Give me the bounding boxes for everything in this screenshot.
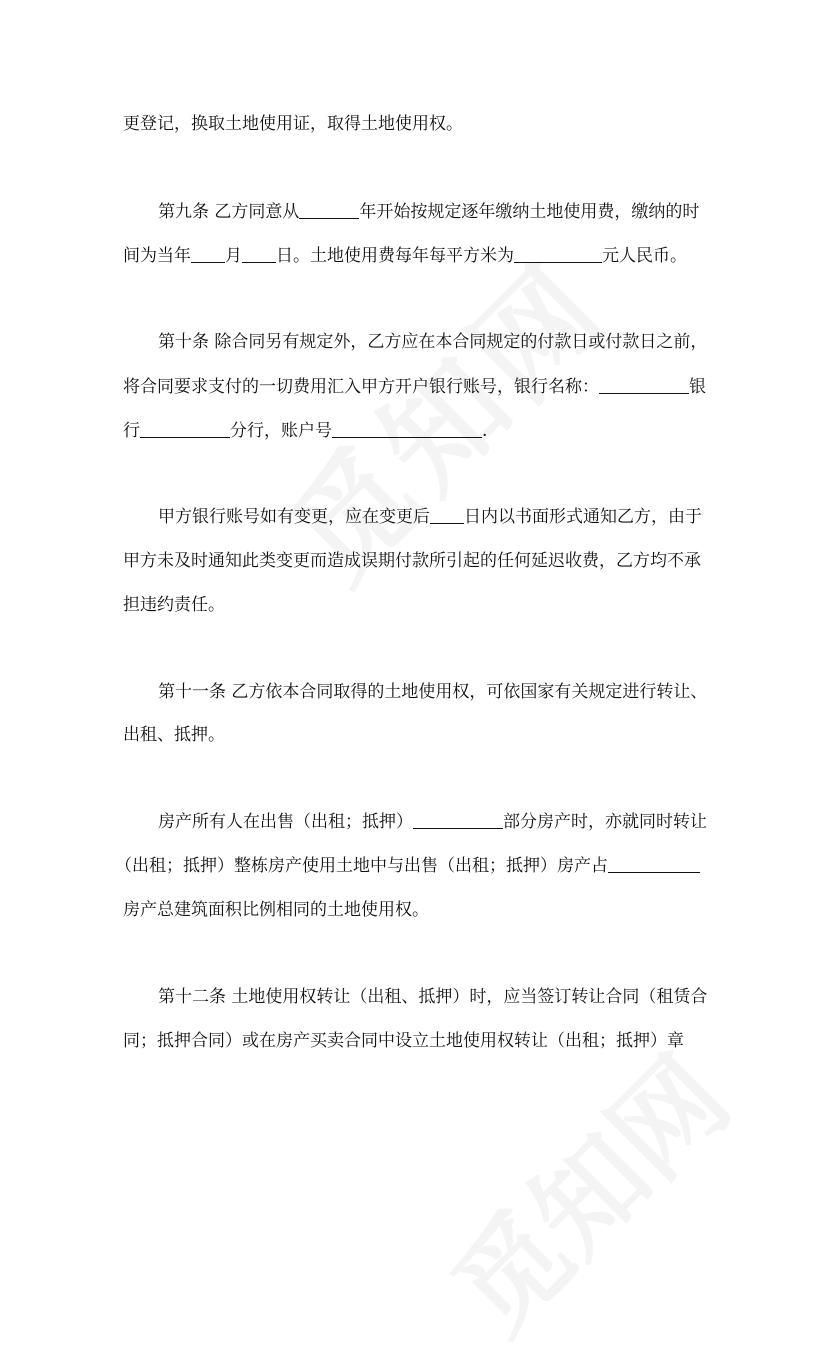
paragraph-line bbox=[123, 419, 487, 443]
text: 房产所有人在出售（出租；抵押） bbox=[158, 812, 413, 832]
paragraph-line bbox=[123, 723, 225, 747]
text: 月 bbox=[225, 246, 242, 266]
text: . bbox=[482, 421, 488, 441]
watermark-text-bottom bbox=[429, 1033, 753, 1357]
text: 分行，账户号 bbox=[230, 421, 332, 441]
paragraph-line bbox=[158, 200, 699, 224]
blank-days bbox=[430, 505, 464, 524]
text: 同；抵押合同）或在房产买卖合同中设立土地使用权转让（出租；抵押）章 bbox=[123, 1031, 684, 1051]
text: 将合同要求支付的一切费用汇入甲方开户银行账号，银行名称： bbox=[123, 377, 599, 397]
text: 第十一条 乙方依本合同取得的土地使用权，可依国家有关规定进行转让、 bbox=[158, 682, 708, 702]
text: 年开始按规定逐年缴纳土地使用费，缴纳的时 bbox=[359, 202, 700, 222]
paragraph-line bbox=[123, 593, 225, 617]
blank-fee bbox=[514, 244, 602, 263]
paragraph-line bbox=[158, 680, 707, 704]
text: 日内以书面形式通知乙方，由于 bbox=[464, 507, 702, 527]
text: 甲方银行账号如有变更，应在变更后 bbox=[158, 507, 430, 527]
paragraph-line bbox=[123, 549, 701, 573]
blank-year bbox=[299, 200, 359, 219]
blank-branch bbox=[140, 419, 230, 438]
text: 银 bbox=[689, 377, 706, 397]
blank-month bbox=[191, 244, 225, 263]
paragraph-line bbox=[123, 375, 706, 399]
paragraph-line bbox=[158, 810, 707, 834]
text: 第十条 除合同另有规定外，乙方应在本合同规定的付款日或付款日之前， bbox=[158, 332, 708, 352]
text: 甲方未及时通知此类变更而造成误期付款所引起的任何延迟收费，乙方均不承 bbox=[123, 551, 701, 571]
paragraph-line bbox=[158, 505, 702, 529]
blank-day bbox=[242, 244, 276, 263]
blank-account bbox=[332, 419, 482, 438]
watermark-bottom bbox=[412, 1016, 757, 1361]
text: 行 bbox=[123, 421, 140, 441]
text: 担违约责任。 bbox=[123, 595, 225, 615]
paragraph-line bbox=[123, 1029, 684, 1053]
text: （出租；抵押）整栋房产使用土地中与出售（出租；抵押）房产占 bbox=[115, 856, 608, 876]
text: 出租、抵押。 bbox=[123, 725, 225, 745]
blank-portion bbox=[413, 810, 503, 829]
text: 更登记，换取土地使用证，取得土地使用权。 bbox=[123, 114, 463, 134]
text: 部分房产时，亦就同时转让 bbox=[503, 812, 707, 832]
text: 第九条 乙方同意从 bbox=[158, 202, 300, 222]
paragraph-line bbox=[158, 330, 707, 354]
paragraph-line bbox=[115, 854, 700, 878]
paragraph-line bbox=[123, 898, 429, 922]
text: 第十二条 土地使用权转让（出租、抵押）时，应当签订转让合同（租赁合 bbox=[158, 987, 708, 1007]
blank-ratio bbox=[608, 854, 700, 873]
text: 房产总建筑面积比例相同的土地使用权。 bbox=[123, 900, 429, 920]
paragraph-line bbox=[123, 112, 463, 136]
blank-bank-name bbox=[599, 375, 689, 394]
text: 间为当年 bbox=[123, 246, 191, 266]
paragraph-line bbox=[158, 985, 707, 1009]
paragraph-line bbox=[123, 244, 687, 268]
text: 日。土地使用费每年每平方米为 bbox=[276, 246, 514, 266]
text: 元人民币。 bbox=[602, 246, 687, 266]
